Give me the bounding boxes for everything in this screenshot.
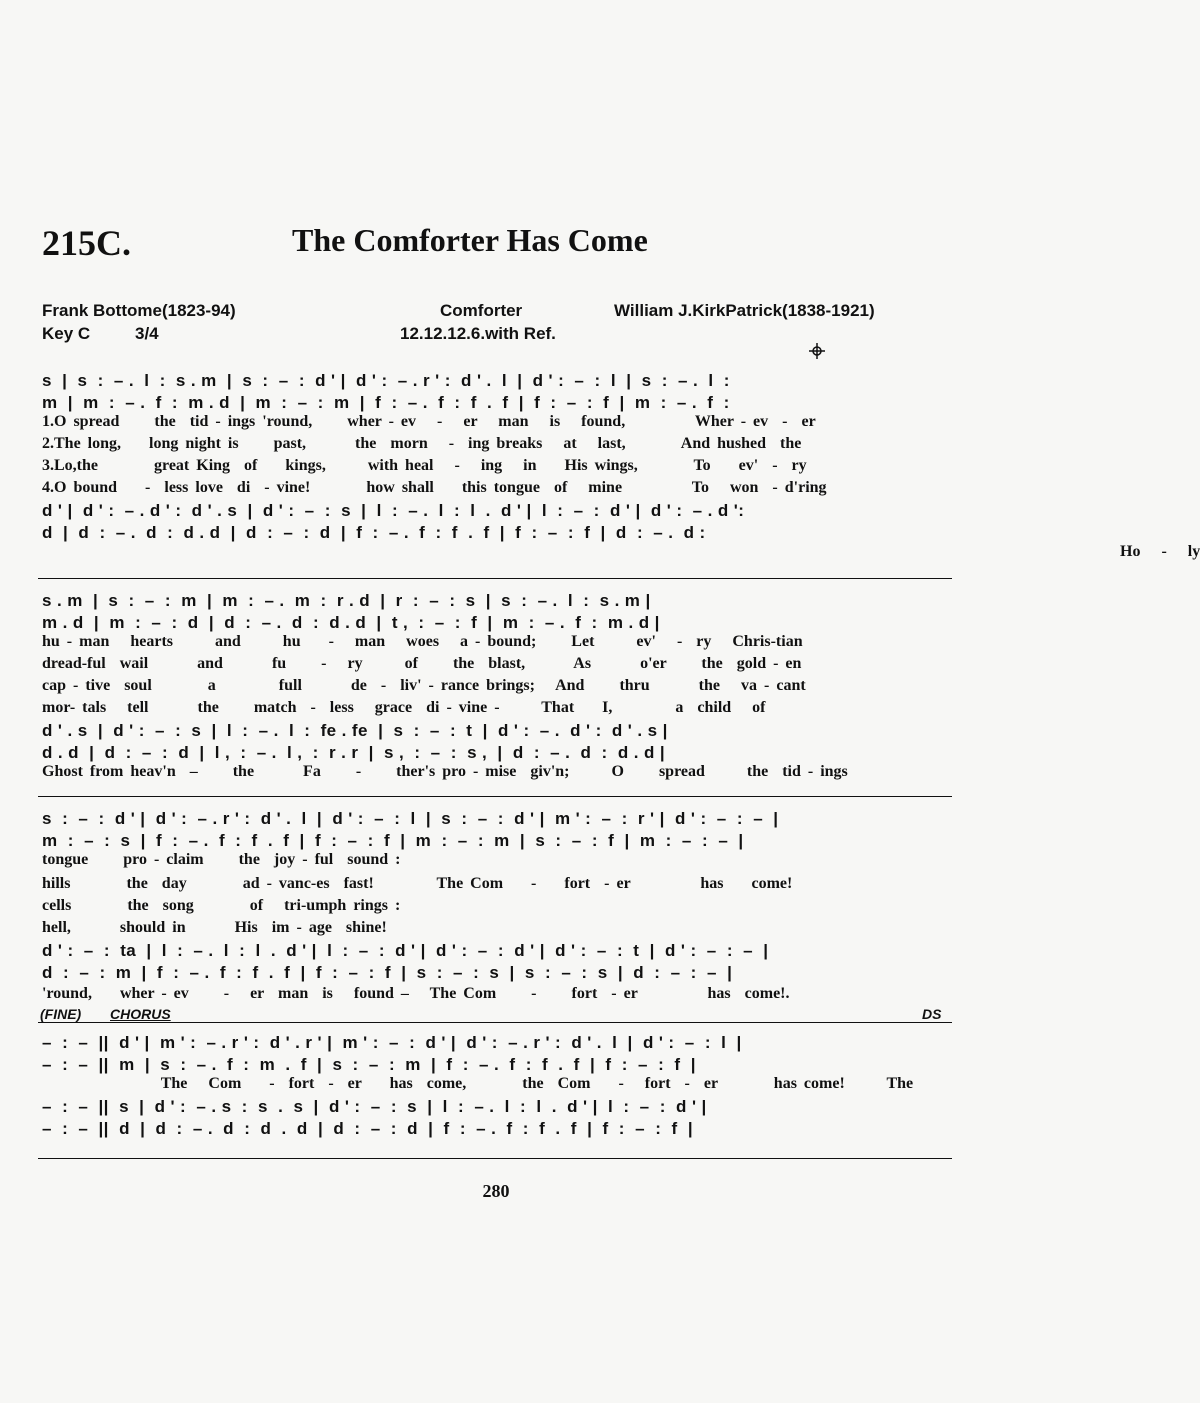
bass-line: d . d | d : – : d | l , : – . l , : r . r | s , : – : s , | d : – . d : d . d | [42,743,666,762]
system-divider [38,1022,952,1023]
soprano-line: s : – : d ' | d ' : – . r ' : d ' . l | d ' : – : l | s : – : d ' | m ' : – : r ' | d ' : – : – | [42,809,779,828]
composer: William J.KirkPatrick(1838-1921) [614,301,875,320]
verse-3-lyric: cap - tive soul a full de - liv' - rance brings; And thru the va - cant [42,677,806,694]
author: Frank Bottome(1823-94) [42,301,236,320]
alto-line: m . d | m : – : d | d : – . d : d . d | t , : – : f | m : – . f : m . d | [42,613,660,632]
lower-lyric-line: Ghost from heav'n – the Fa - ther's pro - mise giv'n; O spread the tid - ings [42,763,848,780]
page-bottom-rule [38,1158,952,1159]
fine-marker: (FINE) [40,1006,82,1022]
tenor-line: d ' : – : ta | l : – . l : l . d ' | l : – : d ' | d ' : – : d ' | d ' : – : t | d ' : – : – | [42,941,769,960]
bass-line: – : – || d | d : – . d : d . d | d : – : d | f : – . f : f . f | f : – : f | [42,1119,693,1138]
bass-line: d : – : m | f : – . f : f . f | f : – : f | s : – : s | s : – : s | d : – : – | [42,963,733,982]
verse-2-lyric: dread-ful wail and fu - ry of the blast, As o'er the gold - en [42,655,802,672]
verse-3-lyric: 3.Lo,the great King of kings, with heal - ing in His wings, To ev' - ry [42,457,807,474]
page-number: 280 [482,1181,510,1201]
hymn-title: The Comforter Has Come [292,222,648,258]
verse-2-lyric: 2.The long, long night is past, the morn - ing breaks at last, And hushed the [42,435,802,452]
soprano-line: – : – || d ' | m ' : – . r ' : d ' . r ' | m ' : – : d ' | d ' : – . r ' : d ' . l | d ' : – : l | [42,1033,742,1052]
time-signature: 3/4 [135,324,159,343]
key-signature: Key C [42,324,91,343]
hymn-number: 215C. [42,223,131,263]
verse-2-lyric: hills the day ad - vanc-es fast! The Com - fort - er has come! [42,875,793,892]
system-divider [38,578,952,579]
tenor-line: – : – || s | d ' : – . s : s . s | d ' : – : s | l : – . l : l . d ' | l : – : d ' | [42,1097,707,1116]
segno-icon [809,343,825,359]
system-divider [38,796,952,797]
soprano-line: s | s : – . l : s . m | s : – : d ' | d ' : – . r ' : d ' . l | d ' : – : l | s : – . l : [42,371,730,390]
music-system [38,806,952,1026]
lower-lyric-line: Ho - ly [42,543,1200,560]
verse-1-lyric: tongue pro - claim the joy - ful sound : [42,851,401,868]
tenor-line: d ' . s | d ' : – : s | l : – . l : fe . fe | s : – : t | d ' : – . d ' : d ' . s | [42,721,668,740]
chorus-marker: CHORUS [110,1006,171,1022]
music-system [38,364,1200,564]
alto-line: m | m : – . f : m . d | m : – : m | f : – . f : f . f | f : – : f | m : – . f : [42,393,730,412]
verse-3-lyric: cells the song of tri-umph rings : [42,897,401,914]
music-system [38,586,952,786]
soprano-line: s . m | s : – : m | m : – . m : r . d | r : – : s | s : – . l : s . m | [42,591,651,610]
music-system [38,1028,952,1148]
alto-line: m : – : s | f : – . f : f . f | f : – : f | m : – : m | s : – : f | m : – : – | [42,831,744,850]
alto-line: – : – || m | s : – . f : m . f | s : – : m | f : – . f : f . f | f : – : f | [42,1055,696,1074]
verse-4-lyric: 4.O bound - less love di - vine! how shall this tongue of mine To won - d'ring [42,479,827,496]
ds-marker: DS [922,1006,942,1022]
chorus-lyric: The Com - fort - er has come, the Com - fort - er has come! The [42,1075,914,1092]
meter: 12.12.12.6.with Ref. [400,324,556,343]
tenor-line: d ' | d ' : – . d ' : d ' . s | d ' : – : s | l : – . l : l . d ' | l : – : d ' | d ' : – . d ': [42,501,745,520]
verse-4-lyric: mor- tals tell the match - less grace di - vine - That I, a child of [42,699,766,716]
verse-1-lyric: 1.O spread the tid - ings 'round, wher - ev - er man is found, Wher - ev - er [42,413,816,430]
verse-4-lyric: hell, should in His im - age shine! [42,919,387,936]
lower-lyric-line: 'round, wher - ev - er man is found – The Com - fort - er has come!. [42,985,790,1002]
verse-1-lyric: hu - man hearts and hu - man woes a - bound; Let ev' - ry Chris-tian [42,633,803,650]
tune-name: Comforter [440,301,523,320]
bass-line: d | d : – . d : d . d | d : – : d | f : – . f : f . f | f : – : f | d : – . d : [42,523,706,542]
